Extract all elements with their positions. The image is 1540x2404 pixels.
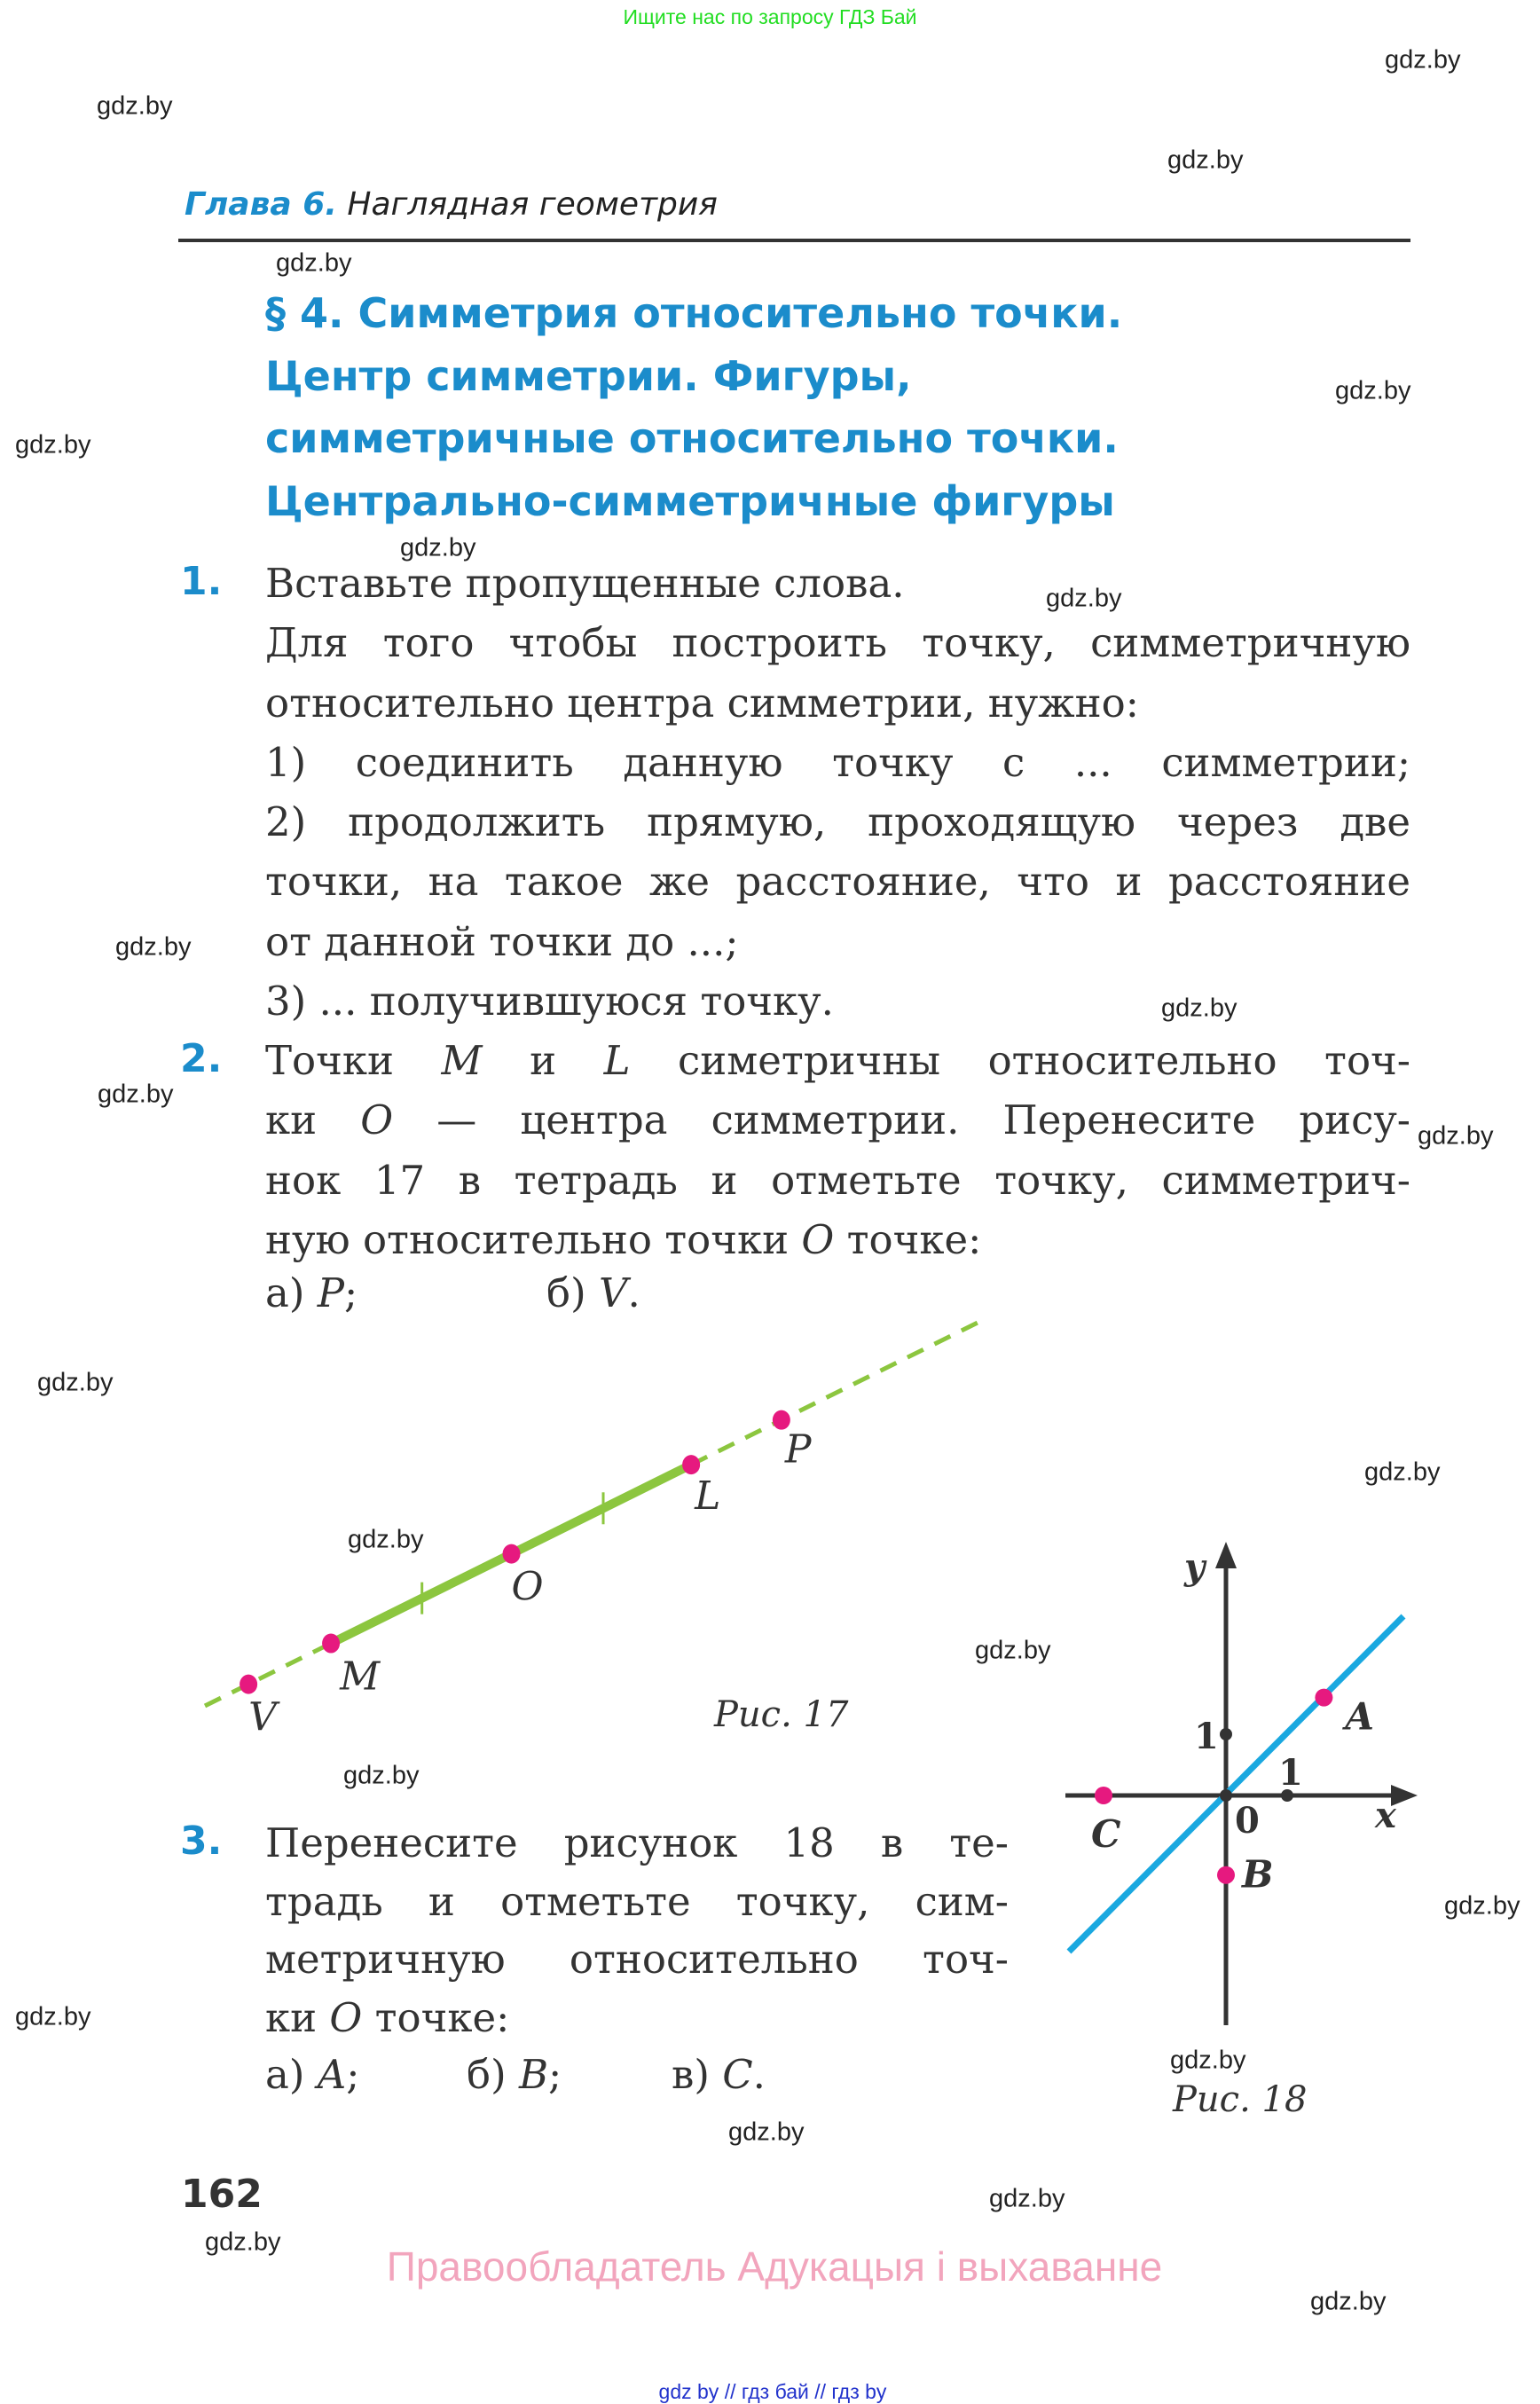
- y-axis-arrow-icon: [1215, 1542, 1237, 1568]
- problem-number: 1.: [180, 559, 223, 604]
- text-line: ки O точке:: [265, 1993, 510, 2041]
- blue-line: [1069, 1616, 1403, 1952]
- gdz-watermark: gdz.by: [989, 2184, 1065, 2213]
- rights-holder-watermark: Правообладатель Адукацыя і выхаванне: [386, 2243, 1163, 2290]
- point-c: [1095, 1787, 1112, 1804]
- point-label-v: V: [248, 1694, 277, 1740]
- figure-17-caption: Рис. 17: [714, 1694, 849, 1735]
- gdz-watermark: gdz.by: [1364, 1457, 1441, 1487]
- text-line: Перенесите рисунок 18 в те-: [265, 1819, 1009, 1866]
- gdz-watermark: gdz.by: [276, 248, 352, 278]
- gdz-watermark: gdz.by: [343, 1761, 420, 1790]
- chapter-number: Глава 6.: [185, 186, 337, 223]
- text-line: 3) ... получившуюся точку.: [265, 978, 834, 1025]
- point-label-o: O: [511, 1564, 544, 1610]
- gdz-watermark: gdz.by: [37, 1368, 114, 1397]
- text-line: точки, на такое же расстояние, что и расстояние: [265, 858, 1410, 906]
- bottom-links[interactable]: gdz by // гдз бай // гдз by: [658, 2380, 887, 2403]
- gdz-watermark: gdz.by: [400, 533, 476, 562]
- problem-number: 2.: [180, 1036, 223, 1081]
- point-label-l: L: [695, 1473, 721, 1520]
- gdz-watermark: gdz.by: [1310, 2287, 1387, 2316]
- text-line: ную относительно точки O точке:: [265, 1215, 982, 1263]
- text-line: нок 17 в тетрадь и отметьте точку, симметрич-: [265, 1156, 1410, 1204]
- point-b: [1217, 1866, 1235, 1884]
- gdz-watermark: gdz.by: [1170, 2046, 1246, 2075]
- text-line: от данной точки до ...;: [265, 917, 739, 965]
- option-b: б) V.: [546, 1269, 640, 1316]
- unit-y-tick: [1220, 1728, 1232, 1740]
- origin-label: 0: [1235, 1800, 1260, 1842]
- figure-18-caption: Рис. 18: [1173, 2079, 1308, 2120]
- x-axis-label: x: [1375, 1795, 1396, 1836]
- gdz-watermark: gdz.by: [15, 430, 91, 460]
- page-number: 162: [181, 2172, 263, 2217]
- point-label-b: B: [1242, 1852, 1274, 1897]
- gdz-watermark: gdz.by: [1161, 994, 1238, 1023]
- y-axis-label: y: [1184, 1546, 1206, 1588]
- text-line: ки O — центра симметрии. Перенесите рису-: [265, 1096, 1411, 1144]
- gdz-watermark: gdz.by: [975, 1636, 1051, 1665]
- gdz-watermark: gdz.by: [1335, 376, 1411, 405]
- point-label-m: M: [340, 1654, 381, 1700]
- text-line: Точки M и L симетричны относительно точ-: [265, 1037, 1411, 1084]
- point-a: [1315, 1689, 1332, 1707]
- option-b: б) B;: [467, 2051, 562, 2098]
- gdz-watermark: gdz.by: [348, 1525, 424, 1554]
- gdz-watermark: gdz.by: [98, 1080, 174, 1109]
- gdz-watermark: gdz.by: [97, 91, 173, 121]
- text-line: относительно центра симметрии, нужно:: [265, 679, 1139, 727]
- unit-y-label: 1: [1194, 1716, 1219, 1757]
- gdz-watermark: gdz.by: [728, 2117, 805, 2147]
- option-a: а) P;: [265, 1269, 358, 1316]
- gdz-watermark: gdz.by: [1444, 1891, 1520, 1921]
- origin-point: [1220, 1789, 1232, 1802]
- text-line: 2) продолжить прямую, проходящую через две: [265, 798, 1410, 846]
- chapter-title: Наглядная геометрия: [347, 186, 718, 223]
- text-line: метричную относительно точ-: [265, 1936, 1009, 1984]
- gdz-watermark: gdz.by: [1167, 145, 1244, 175]
- text-line: Для того чтобы построить точку, симметричную: [265, 619, 1410, 667]
- gdz-watermark: gdz.by: [15, 2002, 91, 2031]
- point-label-c: C: [1091, 1812, 1121, 1856]
- search-banner: Ищите нас по запросу ГДЗ Бай: [623, 5, 917, 28]
- gdz-watermark: gdz.by: [1385, 45, 1461, 75]
- option-c: в) C.: [672, 2051, 766, 2098]
- section-title-line: Центр симметрии. Фигуры,: [265, 351, 912, 400]
- gdz-watermark: gdz.by: [1046, 584, 1122, 613]
- point-label-p: P: [784, 1426, 812, 1473]
- section-title-line: § 4. Симметрия относительно точки.: [265, 289, 1123, 337]
- section-title-line: Центрально-симметричные фигуры: [265, 476, 1115, 525]
- text-line: Вставьте пропущенные слова.: [265, 560, 905, 607]
- gdz-watermark: gdz.by: [205, 2227, 281, 2257]
- gdz-watermark: gdz.by: [1418, 1121, 1494, 1151]
- text-line: 1) соединить данную точку с ... симметрии;: [265, 738, 1410, 786]
- problem-number: 3.: [180, 1819, 223, 1864]
- unit-x-label: 1: [1278, 1752, 1303, 1794]
- gdz-watermark: gdz.by: [115, 932, 192, 962]
- text-line: традь и отметьте точку, сим-: [265, 1877, 1009, 1925]
- section-title-line: симметричные относительно точки.: [265, 414, 1119, 462]
- option-a: а) A;: [265, 2051, 360, 2098]
- point-label-a: A: [1345, 1694, 1374, 1739]
